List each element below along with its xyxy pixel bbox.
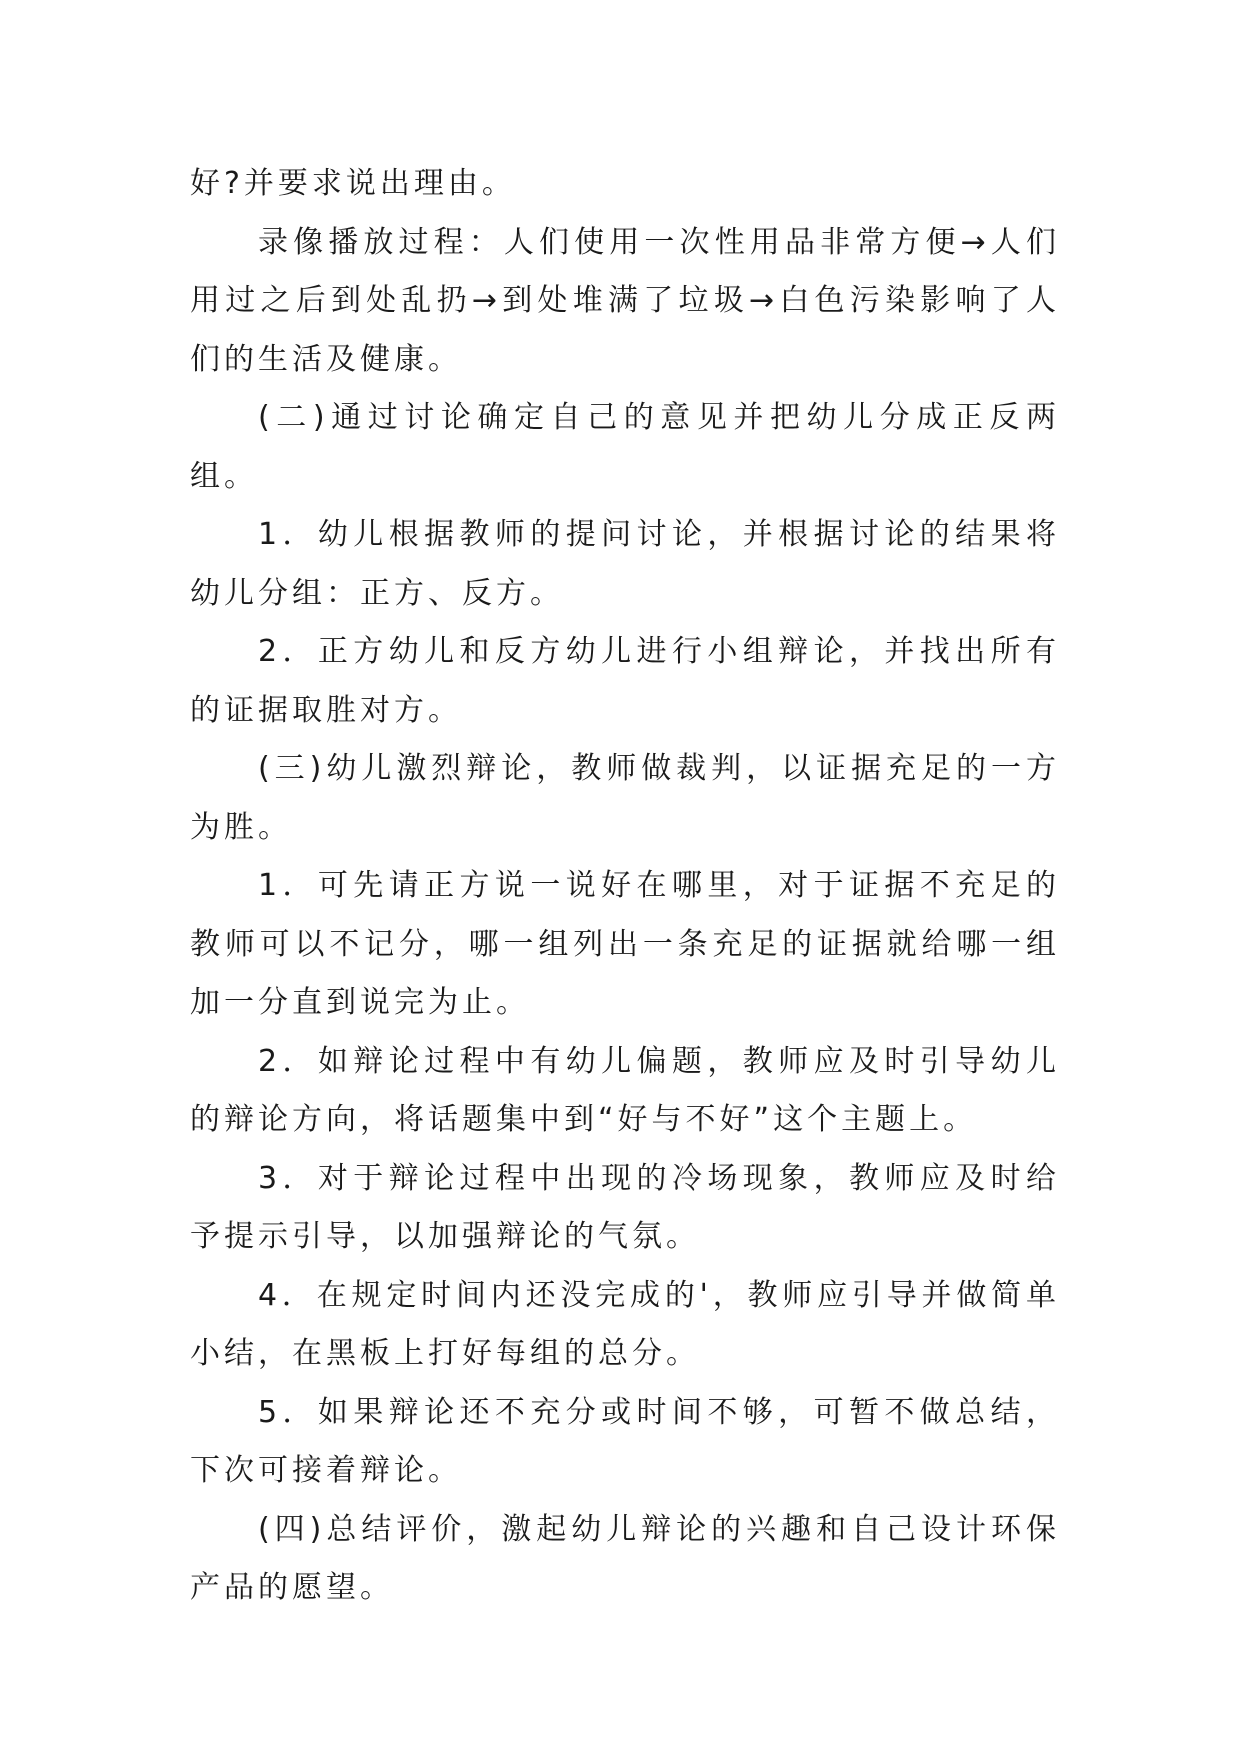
document-body — [190, 155, 1060, 1618]
list-item: 2．正方幼儿和反方幼儿进行小组辩论，并找出所有的证据取胜对方。 — [190, 634, 1060, 728]
list-item: 4．在规定时间内还没完成的'，教师应引导并做简单小结，在黑板上打好每组的总分。 — [190, 1277, 1060, 1371]
section-heading-4: (四)总结评价，激起幼儿辩论的兴趣和自己设计环保产品的愿望。 — [190, 1511, 1060, 1605]
paragraph-video-process: 录像播放过程：人们使用一次性用品非常方便→人们用过之后到处乱扔→到处堆满了垃圾→白色污染影响了人们的生活及健康。 — [190, 224, 1060, 377]
section-heading-3: (三)幼儿激烈辩论，教师做裁判，以证据充足的一方为胜。 — [190, 751, 1060, 845]
list-item: 3．对于辩论过程中出现的冷场现象，教师应及时给予提示引导，以加强辩论的气氛。 — [190, 1160, 1060, 1254]
list-item: 5．如果辩论还不充分或时间不够，可暂不做总结，下次可接着辩论。 — [190, 1394, 1060, 1488]
list-item: 2．如辩论过程中有幼儿偏题，教师应及时引导幼儿的辩论方向，将话题集中到“好与不好”这个主题上。 — [190, 1043, 1060, 1137]
list-item: 1．可先请正方说一说好在哪里，对于证据不充足的教师可以不记分，哪一组列出一条充足的证据就给哪一组加一分直到说完为止。 — [190, 868, 1060, 1020]
paragraph-continuation: 好?并要求说出理由。 — [190, 166, 516, 201]
section-heading-2: (二)通过讨论确定自己的意见并把幼儿分成正反两组。 — [190, 400, 1060, 494]
list-item: 1．幼儿根据教师的提问讨论，并根据讨论的结果将幼儿分组：正方、反方。 — [190, 517, 1060, 611]
